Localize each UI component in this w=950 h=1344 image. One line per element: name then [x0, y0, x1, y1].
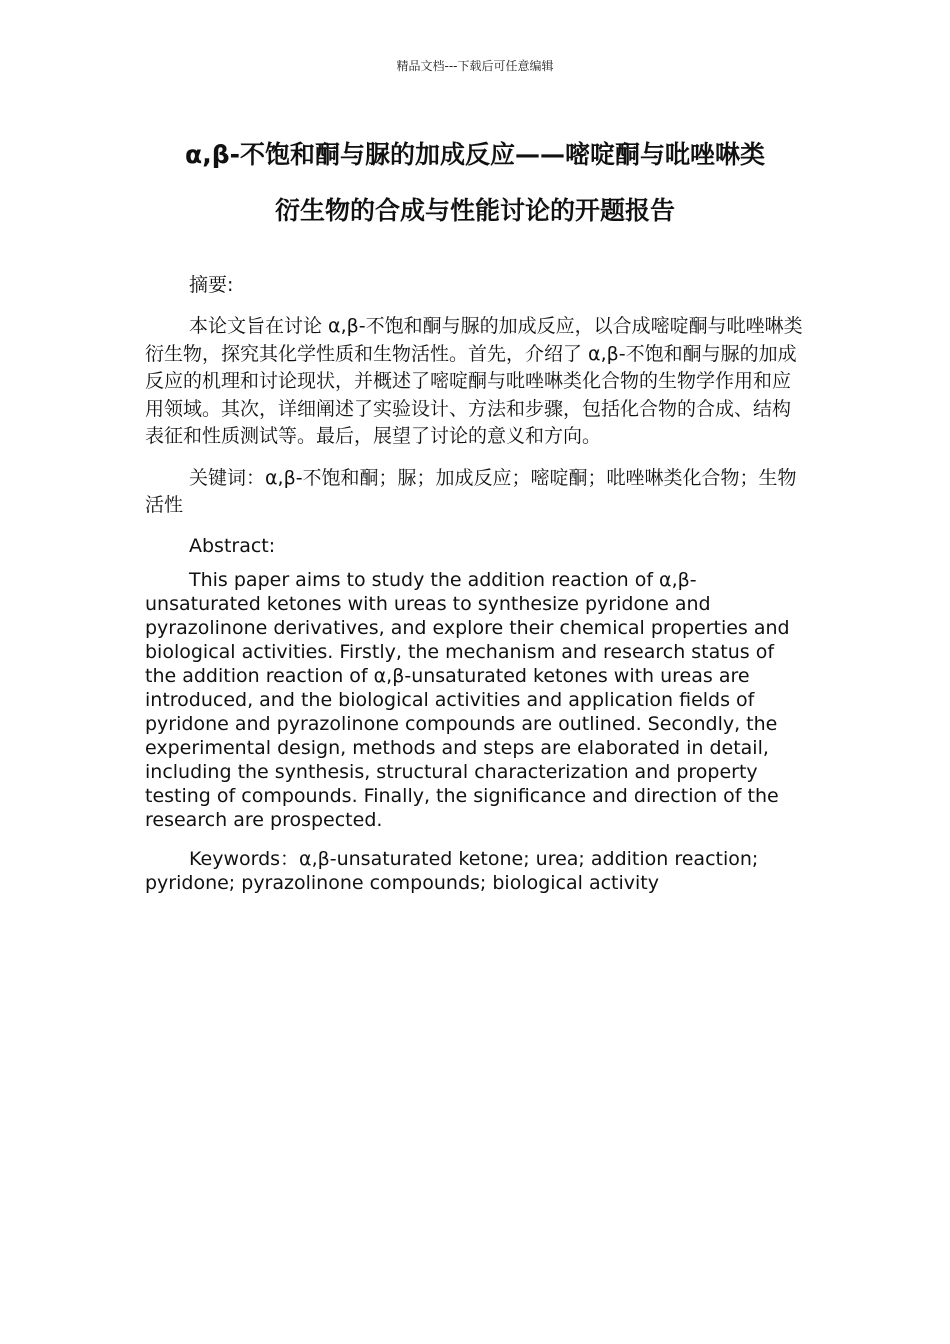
- abstract-cn-label: 摘要:: [189, 274, 234, 296]
- abstract-en-body: This paper aims to study the addition reaction of α,β-unsaturated ketones with ureas to synthesize pyridone and pyrazolinone derivatives, and explore their chemical properties and biological activities. Firstly, the mechanism and research status of the addition reaction of α,β-unsaturated ketones with ureas are introduced, and the biological activities and application fields of pyridone and pyrazolinone compounds are outlined. Secondly, the experimental design, methods and steps are elaborated in detail, including the synthesis, structural characterization and property testing of compounds. Finally, the significance and direction of the research are prospected.: [145, 568, 790, 832]
- document-body: [145, 272, 807, 909]
- keywords-cn: 关键词：α,β-不饱和酮；脲；加成反应；嘧啶酮；吡唑啉类化合物；生物活性: [145, 466, 797, 516]
- title-line-1: α,β-不饱和酮与脲的加成反应——嘧啶酮与吡唑啉类: [185, 140, 765, 169]
- header-note: 精品文档---下载后可任意编辑: [396, 59, 554, 73]
- abstract-en-label: Abstract:: [189, 534, 276, 557]
- keywords-en: Keywords：α,β-unsaturated ketone; urea; addition reaction; pyridone; pyrazolinone compounds; biological activity: [145, 847, 759, 894]
- title-line-2: 衍生物的合成与性能讨论的开题报告: [274, 196, 675, 225]
- abstract-cn-body: 本论文旨在讨论 α,β-不饱和酮与脲的加成反应，以合成嘧啶酮与吡唑啉类衍生物，探究其化学性质和生物活性。首先，介绍了 α,β-不饱和酮与脲的加成反应的机理和讨论现状，并概述了嘧啶酮与吡唑啉类化合物的生物学作用和应用领域。其次，详细阐述了实验设计、方法和步骤，包括化合物的合成、结构表征和性质测试等。最后，展望了讨论的意义和方向。: [145, 315, 803, 447]
